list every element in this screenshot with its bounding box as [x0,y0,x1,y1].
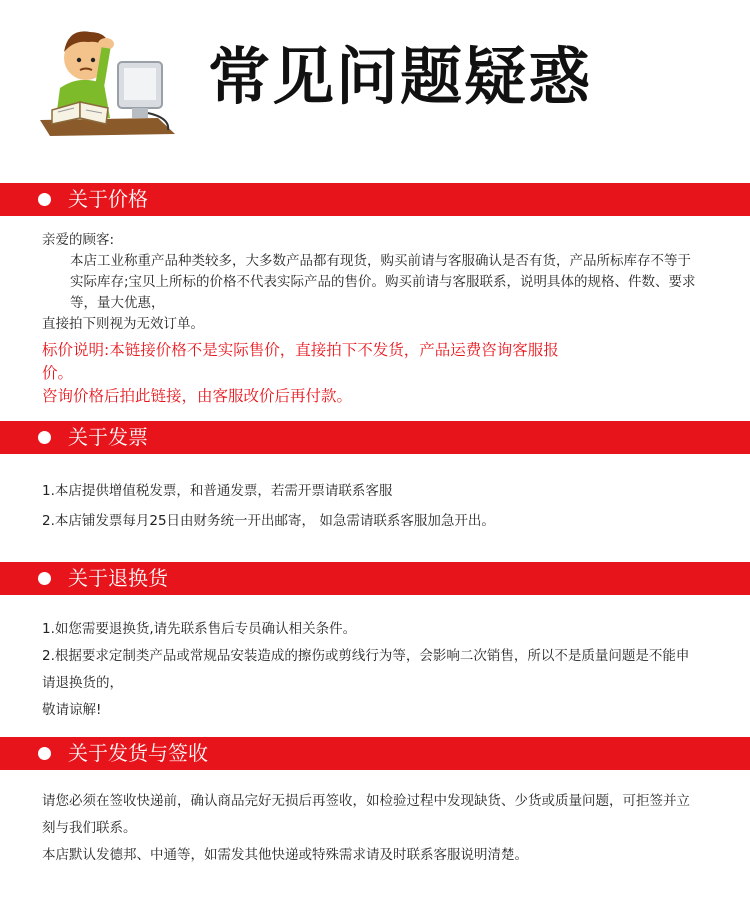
section-title-returns: 关于退换货 [68,566,168,590]
header [0,0,750,165]
shipping-item-2: 本店默认发德邦、中通等，如需发其他快递或特殊需求请及时联系客服说明清楚。 [42,847,528,863]
bullet-icon [38,193,51,206]
price-body-1: 本店工业称重产品种类较多，大多数产品都有现货，购买前请与客服确认是否有货，产品所标库存不等于实际库存;宝贝上所标的价格不代表实际产品的售价。购买前请与客服联系，说明具体的规格、件数、要求等，量大优惠， [70,253,696,311]
page-title: 常见问题疑惑 [208,40,593,113]
section-bar-price [0,183,750,216]
price-content [42,230,702,408]
returns-item-1: 1.如您需要退换货,请先联系售后专员确认相关条件。 [42,621,357,637]
bullet-icon [38,431,51,444]
section-title-shipping: 关于发货与签收 [68,741,208,765]
invoice-item-1: 1.本店提供增值税发票，和普通发票，若需开票请联系客服 [42,483,393,499]
price-body-2: 直接拍下则视为无效订单。 [42,316,204,332]
returns-item-2: 2.根据要求定制类产品或常规品安装造成的擦伤或剪线行为等，会影响二次销售，所以不是质量问题是不能申请退换货的， [42,648,690,691]
student-reading-computer-icon [40,18,175,136]
section-title-invoice: 关于发票 [68,425,148,449]
section-bar-shipping [0,737,750,770]
price-note-red-2: 咨询价格后拍此链接，由客服改价后再付款。 [42,387,353,405]
invoice-content [42,476,702,536]
bullet-icon [38,572,51,585]
section-title-price: 关于价格 [68,187,148,211]
shipping-content [42,788,702,869]
price-note-red-1: 标价说明:本链接价格不是实际售价，直接拍下不发货，产品运费咨询客服报价。 [42,341,559,382]
section-bar-returns [0,562,750,595]
returns-content [42,616,702,724]
section-bar-invoice [0,421,750,454]
shipping-item-1: 请您必须在签收快递前，确认商品完好无损后再签收，如检验过程中发现缺货、少货或质量问题，可拒签并立刻与我们联系。 [42,793,690,836]
greeting: 亲爱的顾客: [42,232,115,248]
bullet-icon [38,747,51,760]
returns-item-3: 敬请谅解! [42,702,102,718]
invoice-item-2: 2.本店铺发票每月25日由财务统一开出邮寄， 如急需请联系客服加急开出。 [42,513,495,529]
